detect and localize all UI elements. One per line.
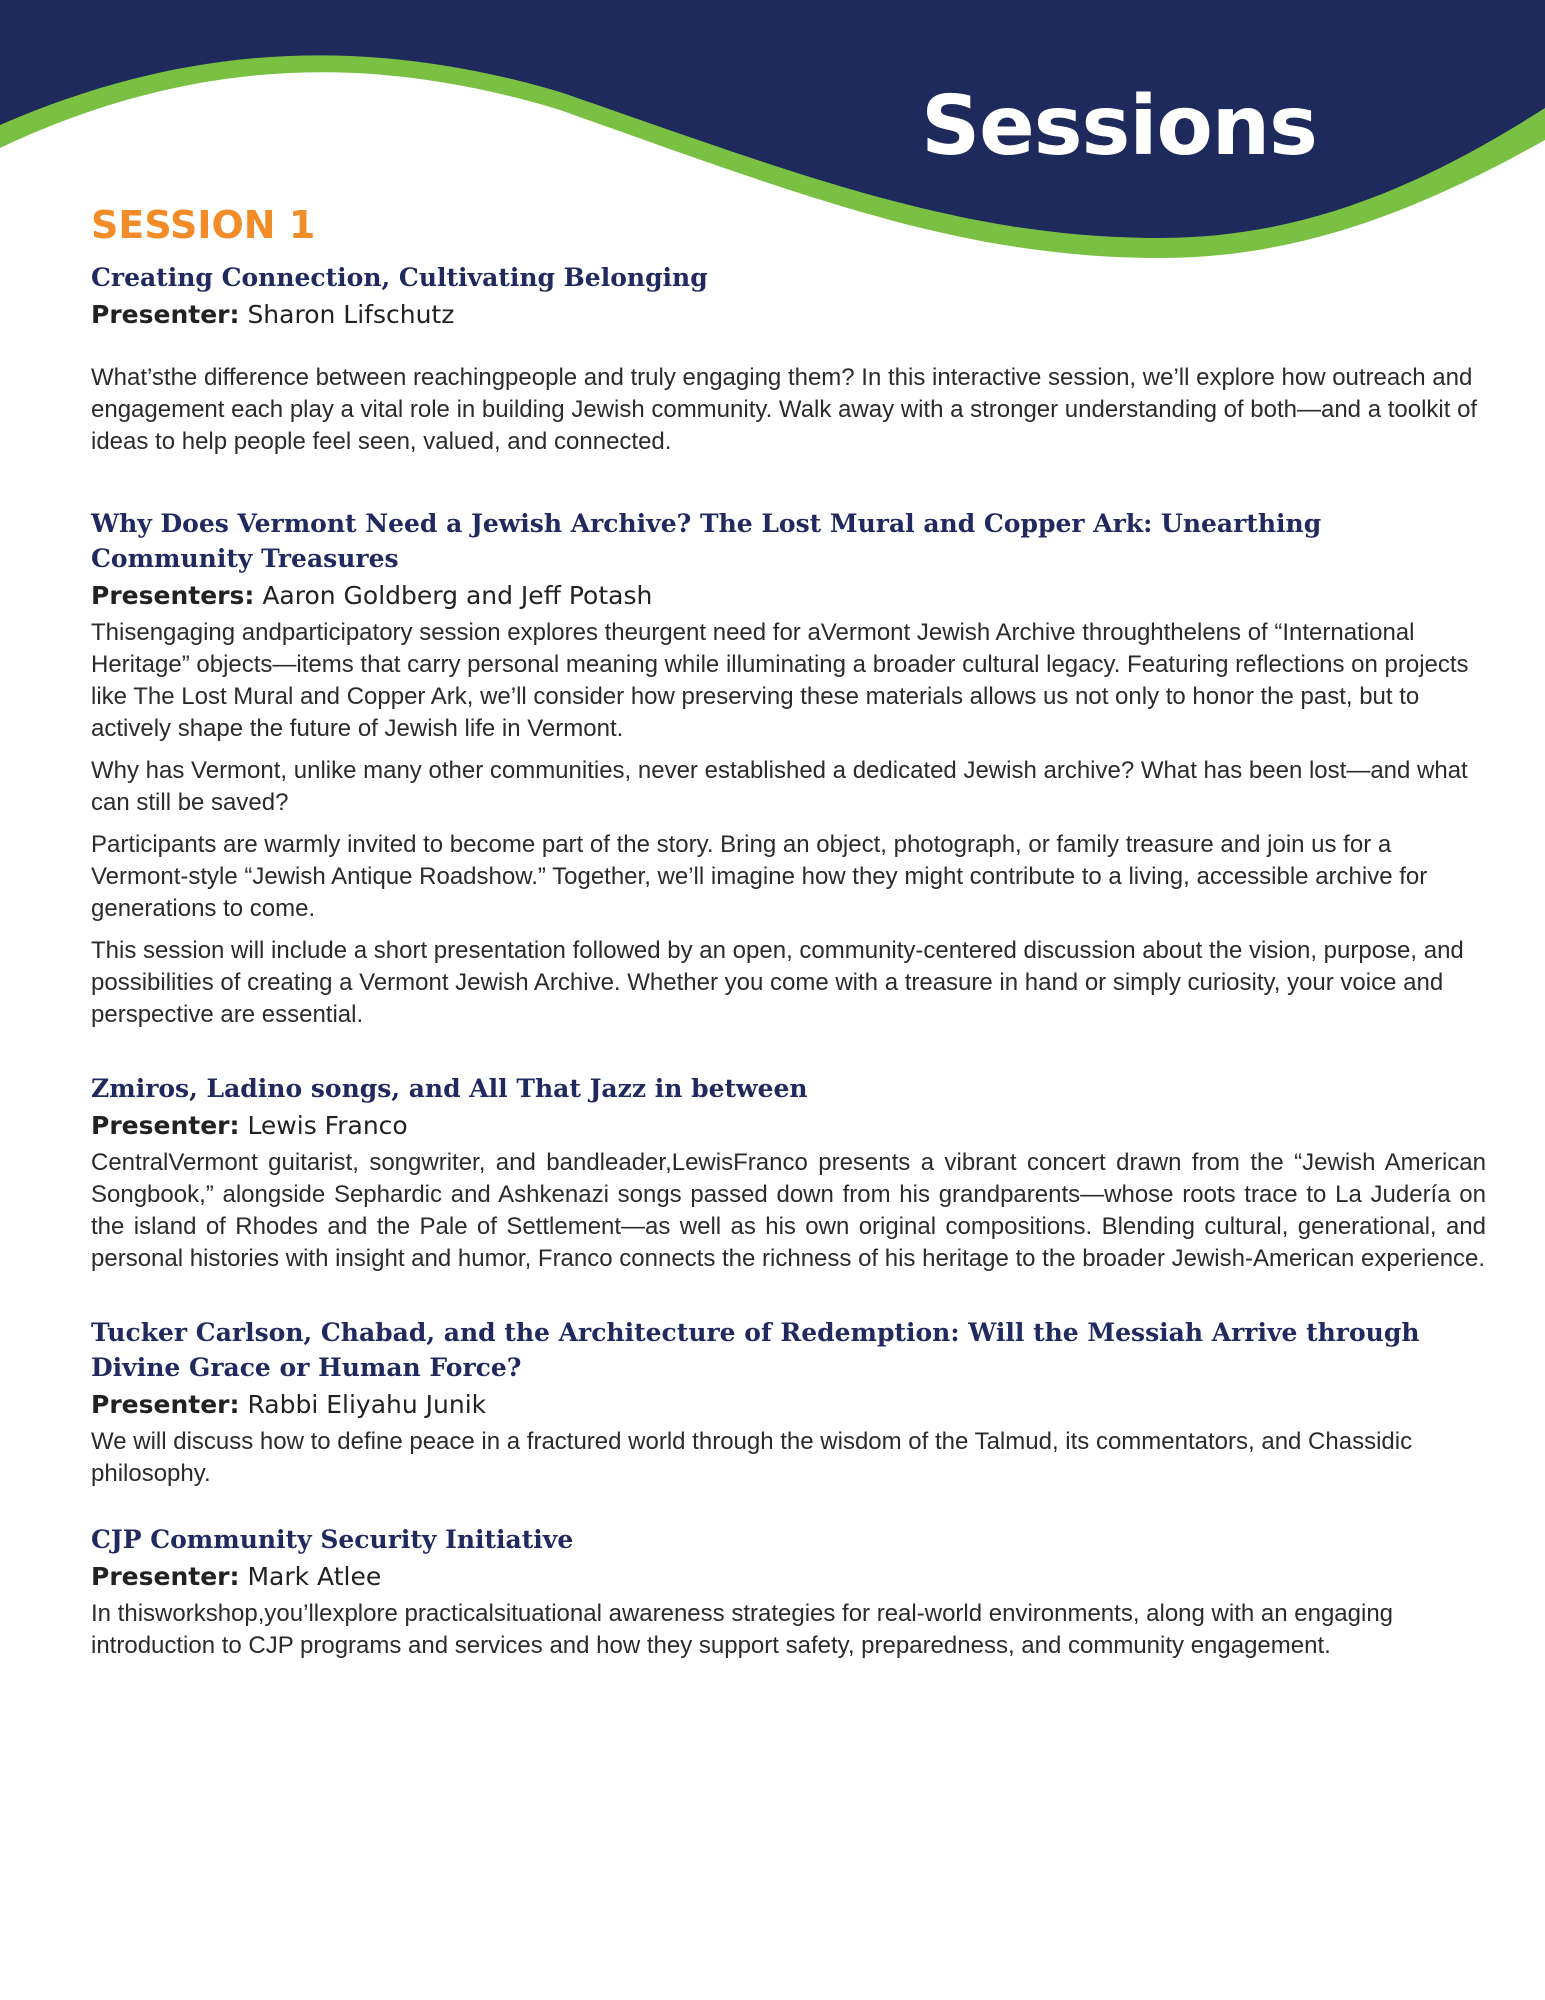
presenter-label: Presenter:	[91, 1561, 240, 1591]
presenter-label: Presenter:	[91, 1389, 240, 1419]
session-title: Zmiros, Ladino songs, and All That Jazz in between	[91, 1073, 808, 1103]
page-title: Sessions	[921, 79, 1317, 174]
session-block	[91, 506, 1486, 1031]
session-description: Participants are warmly invited to become part of the story. Bring an object, photograph, or family treasure and join us for a Vermont-style “Jewish Antique Roadshow.” Together, we’ll imagine how they might contribute to a living, accessible archive for generations to come.	[91, 830, 1428, 922]
session-title: Why Does Vermont Need a Jewish Archive? The Lost Mural and Copper Ark: Unearthing Community Treasures	[91, 508, 1322, 573]
presenter-line	[91, 1108, 1486, 1143]
session-block	[91, 1071, 1486, 1275]
presenter-label: Presenters:	[91, 580, 255, 610]
session-description: Thisengaging andparticipatory session explores theurgent need for aVermont Jewish Archive throughthelens of “International Heritage” objects—items that carry personal meaning while illuminating a broader cultural legacy. Featuring reflections on projects like The Lost Mural and Copper Ark, we’ll consider how preserving these materials allows us not only to honor the past, but to actively shape the future of Jewish life in Vermont.	[91, 618, 1469, 742]
session-description: This session will include a short presentation followed by an open, community-centered discussion about the vision, purpose, and possibilities of creating a Vermont Jewish Archive. Whether you come with a treasure in hand or simply curiosity, your voice and perspective are essential.	[91, 936, 1464, 1028]
presenter-label: Presenter:	[91, 299, 240, 329]
session-number-heading: SESSION 1	[91, 203, 316, 247]
presenter-line	[91, 1559, 1486, 1594]
session-description: In thisworkshop,you’llexplore practicalsituational awareness strategies for real-world environments, along with an engaging introduction to CJP programs and services and how they support safety, preparedness, and community engagement.	[91, 1599, 1394, 1659]
presenter-name: Rabbi Eliyahu Junik	[247, 1389, 487, 1419]
session-title: Creating Connection, Cultivating Belonging	[91, 262, 708, 292]
session-description: What’sthe difference between reachingpeople and truly engaging them? In this interactive session, we’ll explore how outreach and engagement each play a vital role in building Jewish community. Walk away with a stronger understanding of both—and a toolkit of ideas to help people feel seen, valued, and connected.	[91, 363, 1478, 455]
session-block	[91, 1315, 1486, 1490]
presenter-line	[91, 1387, 1486, 1422]
presenter-line	[91, 578, 1486, 613]
presenter-name: Lewis Franco	[247, 1110, 408, 1140]
presenter-line	[91, 297, 1486, 332]
session-title: CJP Community Security Initiative	[91, 1524, 574, 1554]
session-block	[91, 1522, 1486, 1662]
presenter-name: Sharon Lifschutz	[247, 299, 455, 329]
sessions-content	[91, 204, 1486, 1694]
presenter-label: Presenter:	[91, 1110, 240, 1140]
session-description: Why has Vermont, unlike many other communities, never established a dedicated Jewish archive? What has been lost—and what can still be saved?	[91, 756, 1468, 816]
presenter-name: Mark Atlee	[247, 1561, 382, 1591]
session-description: CentralVermont guitarist, songwriter, and bandleader,LewisFranco presents a vibrant concert drawn from the “Jewish American Songbook,” alongside Sephardic and Ashkenazi songs passed down from his grandparents—whose roots trace to La Judería on the island of Rhodes and the Pale of Settlement—as well as his own original compositions. Blending cultural, generational, and personal histories with insight and humor, Franco connects the richness of his heritage to the broader Jewish-American experience.	[91, 1148, 1486, 1272]
session-description: We will discuss how to define peace in a fractured world through the wisdom of the Talmud, its commentators, and Chassidic philosophy.	[91, 1427, 1413, 1487]
session-block	[91, 260, 1486, 458]
session-title: Tucker Carlson, Chabad, and the Architecture of Redemption: Will the Messiah Arrive through Divine Grace or Human Force?	[91, 1317, 1420, 1382]
presenter-name: Aaron Goldberg and Jeff Potash	[262, 580, 653, 610]
